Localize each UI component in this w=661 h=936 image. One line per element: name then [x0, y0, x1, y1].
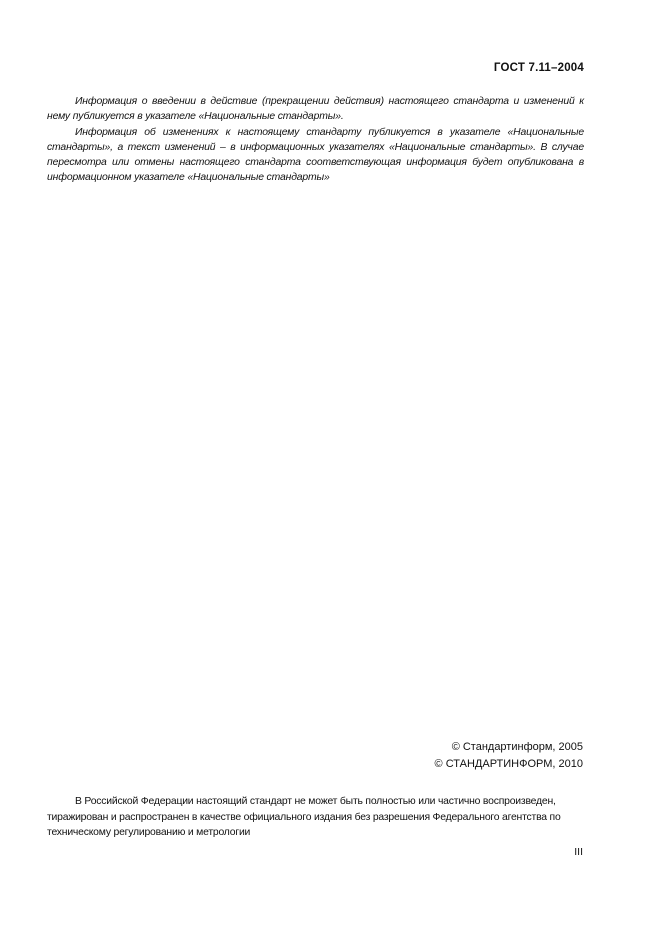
reproduction-notice [47, 794, 584, 841]
info-paragraph-introduction: Информация о введении в действие (прекращении действия) настоящего стандарта и изменений к нему публикуется в указателе «Национальные стандарты». [47, 96, 584, 123]
copyright-line-2010: © СТАНДАРТИНФОРМ, 2010 [434, 758, 583, 770]
copyright-line-2005: © Стандартинформ, 2005 [451, 741, 583, 753]
info-paragraph-amendments: Информация об изменениях к настоящему стандарту публикуется в указателе «Национальные стандарты», а текст изменений – в информационных указателях «Национальные стандарты». В случае пересмотра или отмены настоящего стандарта соответствующая информация будет опубликована в информационном указателе «Национальные стандарты» [47, 126, 584, 184]
page-number: III [574, 846, 583, 858]
reproduction-notice-text: В Российской Федерации настоящий стандарт не может быть полностью или частично воспроизведен, тиражирован и распространен в качестве официального издания без разрешения Федерального агентства по техническому регулированию и метрологии [47, 796, 561, 838]
copyright-block [435, 739, 583, 773]
publication-info-block [47, 94, 584, 186]
standard-code-header: ГОСТ 7.11–2004 [493, 62, 584, 74]
